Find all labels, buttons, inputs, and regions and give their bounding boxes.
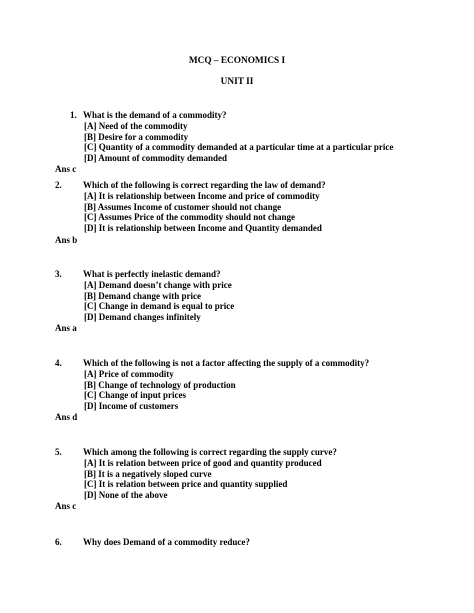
option-b: [B] It is a negatively sloped curve [84,468,212,479]
question-text: Why does Demand of a commodity reduce? [83,537,250,547]
answer-3: Ans a [55,323,77,333]
question-text: Which of the following is not a factor affecting the supply of a commodity? [83,358,370,368]
option-d: [D] It is relationship between Income and Quantity demanded [84,222,322,233]
answer-4: Ans d [55,412,78,422]
option-list [84,369,467,411]
question-5 [55,447,467,500]
option-c: [C] Quantity of a commodity demanded at a particular time at a particular price [84,142,394,153]
option-a: [A] Need of the commodity [84,121,188,131]
question-4 [55,358,467,411]
question-3 [55,269,467,322]
option-b: [B] Demand change with price [84,290,201,301]
option-d: [D] Income of customers [84,400,179,411]
unit-heading: UNIT II [220,77,254,87]
option-a: [A] It is relationship between Income and price of commodity [84,191,320,201]
question-number: 3. [55,269,62,279]
option-d: [D] Amount of commodity demanded [84,152,227,163]
option-list [84,280,467,322]
option-c: [C] It is relation between price and quantity supplied [84,479,288,490]
answer-2: Ans b [55,235,78,245]
option-d: [D] Demand changes infinitely [84,311,201,322]
question-number: 6. [55,537,62,547]
option-a: [A] It is relation between price of good and quantity produced [84,458,322,468]
question-1 [70,110,474,163]
option-d: [D] None of the above [84,489,168,500]
document-title: MCQ – ECONOMICS I [188,56,286,66]
question-number: 2. [55,180,62,190]
question-text: Which among the following is correct regarding the supply curve? [83,447,337,457]
option-c: [C] Assumes Price of the commodity should not change [84,212,295,223]
option-list [84,121,474,163]
question-6 [55,537,467,548]
option-c: [C] Change in demand is equal to price [84,301,235,312]
option-list [84,191,467,233]
question-number: 1. [70,110,77,120]
answer-5: Ans c [55,501,77,511]
option-b: [B] Desire for a commodity [84,131,189,142]
option-a: [A] Demand doesn’t change with price [84,280,232,290]
question-text: What is perfectly inelastic demand? [83,269,221,279]
question-text: Which of the following is correct regarding the law of demand? [83,180,326,190]
option-b: [B] Change of technology of production [84,379,236,390]
option-c: [C] Change of input prices [84,390,187,401]
question-text: What is the demand of a commodity? [83,110,227,120]
option-b: [B] Assumes Income of customer should not change [84,201,282,212]
answer-1: Ans c [55,164,77,174]
option-a: [A] Price of commodity [84,369,174,379]
question-number: 5. [55,447,62,457]
option-list [84,458,467,500]
question-2 [55,180,467,233]
question-number: 4. [55,358,62,368]
